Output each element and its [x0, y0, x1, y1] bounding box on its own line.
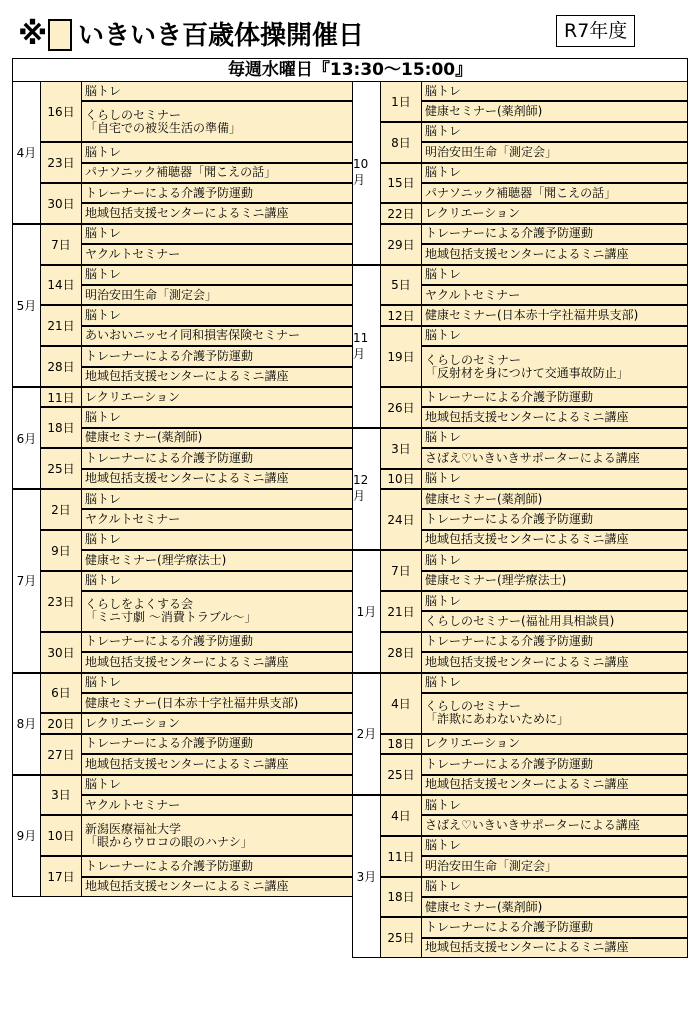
event-text: あいおいニッセイ同和損害保険セミナー — [85, 328, 301, 343]
event-cell — [421, 856, 688, 876]
event-text: ヤクルトセミナー — [85, 246, 181, 261]
event-cell — [81, 469, 353, 489]
event-cell — [421, 795, 688, 815]
event-cell — [421, 550, 688, 570]
day-cell: 20日 — [40, 713, 82, 733]
day-cell: 9日 — [40, 530, 82, 571]
event-text: 脳トレ — [85, 777, 122, 792]
event-text: レクリエーション — [85, 716, 181, 731]
event-text: 「詐欺にあわないために」 — [425, 712, 570, 727]
event-cell — [81, 530, 353, 550]
event-text: 明治安田生命「測定会」 — [425, 144, 558, 159]
event-cell — [81, 652, 353, 672]
event-cell — [81, 815, 353, 856]
event-cell — [421, 775, 688, 795]
event-text: 脳トレ — [425, 552, 462, 567]
event-text: トレーナーによる介護予防運動 — [425, 920, 594, 935]
event-cell — [81, 693, 353, 713]
event-cell — [81, 203, 353, 223]
event-text: 脳トレ — [85, 267, 122, 282]
event-cell — [81, 326, 353, 346]
event-text: 健康セミナー(薬剤師) — [425, 104, 543, 119]
event-text: 「ミニ寸劇 〜消費トラブル〜」 — [85, 610, 257, 625]
event-text: 脳トレ — [85, 226, 122, 241]
event-cell — [81, 244, 353, 264]
event-cell — [421, 448, 688, 468]
event-text: 脳トレ — [85, 144, 122, 159]
event-cell — [421, 224, 688, 244]
event-cell — [81, 632, 353, 652]
event-cell — [81, 591, 353, 632]
event-cell — [421, 285, 688, 305]
event-text: くらしのセミナー — [425, 699, 522, 714]
event-text: トレーナーによる介護予防運動 — [85, 185, 254, 200]
event-text: 地域包括支援センターによるミニ講座 — [425, 410, 629, 425]
month-cell: 5月 — [12, 224, 41, 387]
event-text: レクリエーション — [425, 736, 521, 751]
event-cell — [421, 917, 688, 937]
day-cell: 25日 — [380, 917, 422, 958]
month-cell: 3月 — [352, 795, 381, 958]
event-text: 脳トレ — [425, 471, 462, 486]
month-cell: 1月 — [352, 550, 381, 672]
event-text: くらしをよくする会 — [85, 597, 194, 612]
event-cell — [421, 877, 688, 897]
event-cell — [421, 163, 688, 183]
event-cell — [81, 734, 353, 754]
event-text: ヤクルトセミナー — [85, 512, 181, 527]
event-text: 脳トレ — [85, 573, 122, 588]
day-cell: 21日 — [380, 591, 422, 632]
event-text: 健康セミナー(理学療法士) — [85, 552, 227, 567]
page-title: いきいき百歳体操開催日 — [78, 21, 365, 51]
day-cell: 26日 — [380, 387, 422, 428]
day-cell: 8日 — [380, 122, 422, 163]
event-cell — [81, 265, 353, 285]
event-text: トレーナーによる介護予防運動 — [85, 858, 254, 873]
event-text: 地域包括支援センターによるミニ講座 — [425, 777, 629, 792]
event-cell — [81, 387, 353, 407]
event-text: トレーナーによる介護予防運動 — [425, 226, 594, 241]
day-cell: 14日 — [40, 265, 82, 306]
day-cell: 16日 — [40, 81, 82, 142]
event-cell — [81, 795, 353, 815]
event-cell — [421, 836, 688, 856]
event-cell — [81, 407, 353, 427]
month-cell: 2月 — [352, 673, 381, 795]
event-text: 新潟医療福祉大学 — [85, 821, 182, 836]
event-cell — [421, 203, 688, 223]
day-cell: 18日 — [380, 877, 422, 918]
event-cell — [81, 509, 353, 529]
event-text: 脳トレ — [425, 124, 462, 139]
day-cell: 7日 — [380, 550, 422, 591]
event-text: 地域包括支援センターによるミニ講座 — [425, 246, 629, 261]
schedule-time-banner: 毎週水曜日『13:30〜15:00』 — [12, 58, 688, 82]
event-cell — [421, 489, 688, 509]
day-cell: 24日 — [380, 489, 422, 550]
event-text: さばえ♡いきいきサポーターによる講座 — [425, 818, 640, 833]
event-text: トレーナーによる介護予防運動 — [425, 512, 594, 527]
day-cell: 19日 — [380, 326, 422, 387]
event-cell — [81, 550, 353, 570]
location-blank-box — [48, 19, 72, 51]
event-cell — [81, 856, 353, 876]
event-cell — [81, 367, 353, 387]
day-cell: 3日 — [40, 775, 82, 816]
day-cell: 1日 — [380, 81, 422, 122]
event-cell — [421, 183, 688, 203]
event-text: くらしのセミナー — [425, 352, 522, 367]
event-cell — [421, 754, 688, 774]
day-cell: 18日 — [40, 407, 82, 448]
month-cell: 12月 — [352, 428, 381, 550]
event-cell — [421, 326, 688, 346]
event-text: 「眼からウロコの眼のハナシ」 — [85, 834, 253, 849]
event-text: パナソニック補聴器「聞こえの話」 — [85, 165, 277, 180]
event-text: ヤクルトセミナー — [425, 287, 521, 302]
event-cell — [81, 346, 353, 366]
day-cell: 23日 — [40, 571, 82, 632]
day-cell: 22日 — [380, 203, 422, 223]
day-cell: 15日 — [380, 163, 422, 204]
event-text: 脳トレ — [425, 675, 462, 690]
event-text: 脳トレ — [425, 838, 462, 853]
event-text: 地域包括支援センターによるミニ講座 — [85, 471, 289, 486]
event-text: 脳トレ — [85, 491, 122, 506]
event-text: レクリエーション — [85, 389, 181, 404]
day-cell: 28日 — [380, 632, 422, 673]
event-cell — [81, 877, 353, 897]
day-cell: 7日 — [40, 224, 82, 265]
month-cell: 8月 — [12, 673, 41, 775]
event-cell — [421, 693, 688, 734]
event-text: さばえ♡いきいきサポーターによる講座 — [425, 450, 640, 465]
day-cell: 27日 — [40, 734, 82, 775]
event-text: トレーナーによる介護予防運動 — [425, 634, 594, 649]
event-cell — [421, 346, 688, 387]
event-text: 「反射材を身につけて交通事故防止」 — [425, 365, 629, 380]
day-cell: 11日 — [40, 387, 82, 407]
event-text: パナソニック補聴器「聞こえの話」 — [425, 185, 617, 200]
event-text: トレーナーによる介護予防運動 — [85, 634, 254, 649]
day-cell: 29日 — [380, 224, 422, 265]
event-text: トレーナーによる介護予防運動 — [425, 756, 594, 771]
event-cell — [421, 530, 688, 550]
event-text: トレーナーによる介護予防運動 — [85, 450, 254, 465]
page-header — [0, 0, 700, 58]
event-text: トレーナーによる介護予防運動 — [85, 348, 254, 363]
day-cell: 6日 — [40, 673, 82, 714]
event-text: トレーナーによる介護予防運動 — [85, 736, 254, 751]
event-text: 脳トレ — [425, 328, 462, 343]
event-cell — [421, 122, 688, 142]
event-cell — [421, 244, 688, 264]
event-cell — [421, 469, 688, 489]
event-text: 脳トレ — [85, 675, 122, 690]
event-text: ヤクルトセミナー — [85, 797, 181, 812]
event-text: 脳トレ — [425, 879, 462, 894]
event-text: 脳トレ — [425, 797, 462, 812]
day-cell: 23日 — [40, 142, 82, 183]
month-cell: 6月 — [12, 387, 41, 489]
event-cell — [81, 305, 353, 325]
day-cell: 25日 — [380, 754, 422, 795]
event-text: 脳トレ — [425, 165, 462, 180]
event-cell — [421, 101, 688, 121]
event-text: 脳トレ — [85, 532, 122, 547]
day-cell: 30日 — [40, 632, 82, 673]
event-cell — [81, 571, 353, 591]
event-cell — [421, 611, 688, 631]
event-cell — [81, 163, 353, 183]
event-cell — [81, 142, 353, 162]
event-cell — [421, 897, 688, 917]
event-cell — [81, 183, 353, 203]
event-cell — [421, 632, 688, 652]
event-text: 脳トレ — [85, 410, 122, 425]
event-text: トレーナーによる介護予防運動 — [425, 389, 594, 404]
day-cell: 3日 — [380, 428, 422, 469]
event-cell — [81, 775, 353, 795]
event-cell — [421, 652, 688, 672]
event-cell — [421, 387, 688, 407]
event-cell — [421, 407, 688, 427]
event-cell — [81, 101, 353, 142]
day-cell: 10日 — [380, 469, 422, 489]
event-text: 地域包括支援センターによるミニ講座 — [85, 879, 289, 894]
event-text: 「自宅での被災生活の準備」 — [85, 120, 242, 135]
day-cell: 28日 — [40, 346, 82, 387]
event-text: 健康セミナー(薬剤師) — [425, 491, 543, 506]
event-cell — [421, 305, 688, 325]
reference-mark: ※ — [18, 17, 48, 52]
month-cell: 4月 — [12, 81, 41, 224]
fiscal-year-badge: R7年度 — [556, 15, 635, 47]
day-cell: 4日 — [380, 795, 422, 836]
event-cell — [421, 509, 688, 529]
event-text: 健康セミナー(薬剤師) — [85, 430, 203, 445]
event-text: 地域包括支援センターによるミニ講座 — [85, 369, 289, 384]
event-text: 脳トレ — [425, 83, 462, 98]
event-text: 地域包括支援センターによるミニ講座 — [85, 654, 289, 669]
event-cell — [81, 489, 353, 509]
day-cell: 12日 — [380, 305, 422, 325]
event-cell — [421, 142, 688, 162]
event-cell — [421, 673, 688, 693]
day-cell: 17日 — [40, 856, 82, 897]
event-cell — [81, 81, 353, 101]
event-cell — [81, 428, 353, 448]
event-cell — [81, 754, 353, 774]
event-cell — [81, 713, 353, 733]
event-text: くらしのセミナー — [85, 107, 182, 122]
event-text: レクリエーション — [425, 206, 521, 221]
event-cell — [421, 815, 688, 835]
event-text: 明治安田生命「測定会」 — [425, 858, 558, 873]
event-cell — [421, 81, 688, 101]
event-text: 健康セミナー(理学療法士) — [425, 573, 567, 588]
event-cell — [421, 938, 688, 958]
event-text: 明治安田生命「測定会」 — [85, 287, 218, 302]
event-text: 健康セミナー(薬剤師) — [425, 899, 543, 914]
event-text: 脳トレ — [85, 83, 122, 98]
event-cell — [421, 265, 688, 285]
day-cell: 30日 — [40, 183, 82, 224]
event-text: 地域包括支援センターによるミニ講座 — [85, 206, 289, 221]
day-cell: 4日 — [380, 673, 422, 734]
event-text: 脳トレ — [425, 267, 462, 282]
event-text: 地域包括支援センターによるミニ講座 — [425, 654, 629, 669]
month-cell: 11月 — [352, 265, 381, 428]
event-cell — [81, 448, 353, 468]
event-cell — [421, 734, 688, 754]
event-cell — [421, 428, 688, 448]
event-text: 地域包括支援センターによるミニ講座 — [425, 940, 629, 955]
event-cell — [81, 285, 353, 305]
event-text: 健康セミナー(日本赤十字社福井県支部) — [425, 308, 639, 323]
month-cell: 9月 — [12, 775, 41, 897]
day-cell: 25日 — [40, 448, 82, 489]
day-cell: 21日 — [40, 305, 82, 346]
event-cell — [421, 591, 688, 611]
day-cell: 11日 — [380, 836, 422, 877]
event-text: 地域包括支援センターによるミニ講座 — [425, 532, 629, 547]
month-cell: 10月 — [352, 81, 381, 265]
day-cell: 5日 — [380, 265, 422, 306]
event-text: くらしのセミナー(福祉用具相談員) — [425, 614, 615, 629]
event-text: 脳トレ — [425, 593, 462, 608]
event-text: 脳トレ — [425, 430, 462, 445]
event-text: 地域包括支援センターによるミニ講座 — [85, 756, 289, 771]
day-cell: 18日 — [380, 734, 422, 754]
month-cell: 7月 — [12, 489, 41, 673]
event-cell — [81, 673, 353, 693]
event-text: 健康セミナー(日本赤十字社福井県支部) — [85, 695, 299, 710]
event-text: 脳トレ — [85, 308, 122, 323]
day-cell: 10日 — [40, 815, 82, 856]
event-cell — [421, 571, 688, 591]
event-cell — [81, 224, 353, 244]
day-cell: 2日 — [40, 489, 82, 530]
